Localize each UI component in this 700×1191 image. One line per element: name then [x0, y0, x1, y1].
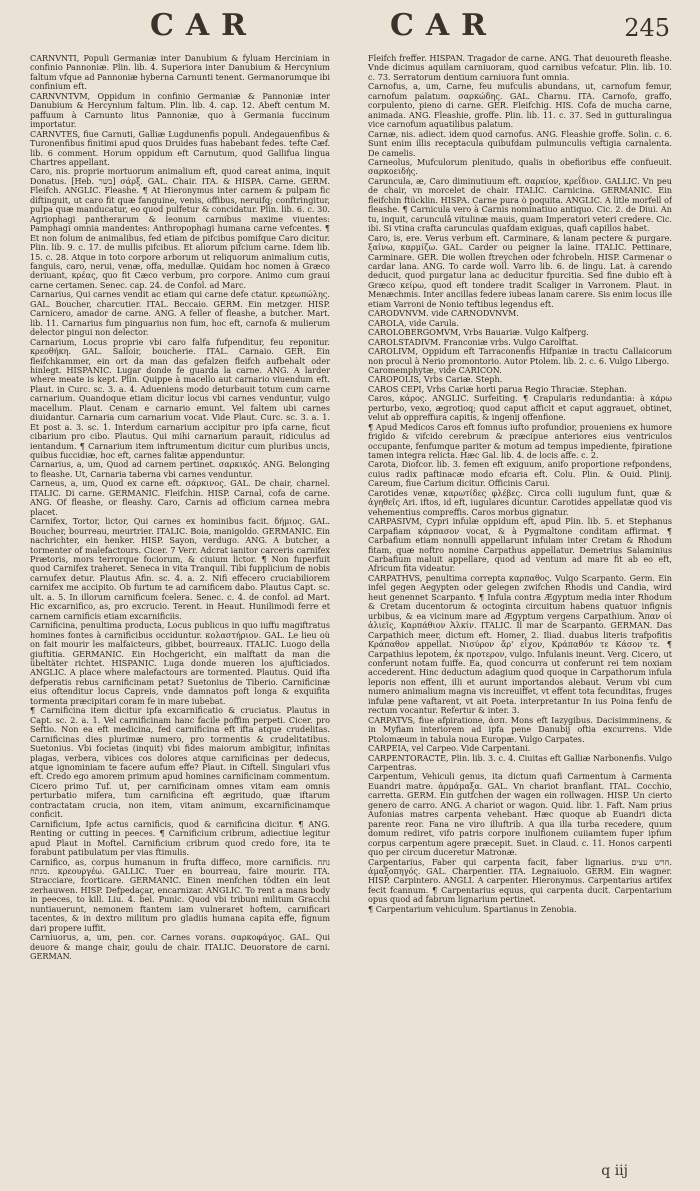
dictionary-entry: Carota, Diofcor. lib. 3. femen eft exiguum, anifo proportione refpondens, cuius radix paftinacæ modo efcaria eft. Colu. Plin. & Ouid. Plinij. Careum, fiue Carium dicitur. Officinis Carui. — [368, 459, 672, 489]
dictionary-entry: CARPATHVS, penultima correpta καρπαθος. Vulgo Scarpanto. Germ. Ein infel gegen Aegypten oder gelegen zwifchen Rhodis und Candia, wird heut genennet Scarpanto. ¶ Infula contra Ægyptum media inter Rhodum & Cretam ducentorum & octoginta circuitum habens quatuor infignis urbibus, & ea vicinum mare ad Ægyptum vergens Carpathium. Ἄπαν οἱ ἀλιεῖς, Καρπάθιον Ἀλκίν. ITALIC. Il mar de Scarpanto. GERMAN. Das Carpathich meer, dictum eft. Homer. 2. Iliad. duabus literis trafpofitis Κράπαθον appellat. Νισύρον ἄρ' εἶχον, Κράπαθόν τε Κάσον τε. ¶ Carpathius lepotem, ἐκ προτερον, vulgo. Infulanis ineunt. Verg. Cicero, ut conferunt notam fuiffe. Ea, quod concurra ut conferunt rei tem noxiam accederent. Hinc deductum adagium quod quoque in Carpathorum infula leporis non effent, illi et aurunt importandos alebaut. Verum vbi cum numero animalium magna vis increuiffet, vt effent tota fecunditas, fruges infulæ pene vaftarent, vt ait Poeta. interpretantur In ius Poina fenfu de rectum vocantur. Refertur & inter. 3. — [368, 572, 672, 716]
dictionary-entry: Carneus, a, um, Quod ex carne eft. σάρκινος. GAL. De chair, charnel. ITALIC. Di carne. GERMANIC. Fleifchin. HISP. Carnal, cofa de carne. ANG. Of fleashe, or fleashy. Caro, Carnis ad officium carnea mebra placet. — [30, 478, 330, 517]
dictionary-entry: Caro, nis. proprie mortuorum animalium eft, quod careat anima, inquit Donatus. [Heb. בשר] σάρξ. GAL. Chair. ITA. & HISPA. Carne. GERM. Fleifch. ANGLIC. Fleashe. ¶ At Hieronymus inter carnem & pulpam fic diftinguit, ut caro fit quæ fanguine, venis, offibus, neruifq; conftringitur, pulpa quæ manducatur, eo quod pulfetur & concidatur. Plin. lib. 6. c. 30. Agriophagi pantherarum & leonum carnibus maxime viuentes: Pamphagi omnia mandentes: Anthropophagi humana carne vefcentes. ¶ Et non folum de animalibus, fed etiam de pifcibus pomifque Caro dicitur. Plin. lib. 9. c. 17. de mullis pifcibus. Et aliorum pifcium carne. Idem lib. 15. c. 28. Atque in toto corpore arborum ut reliquorum animalium cutis, fanguis, caro, nerui, venæ, offa, medullæ. Quidam hoc nomen à Græco deriuant, κρέας, quo fit Cæco verbum, pro corpore. Animo cum graui carne certamen. Senec. cap. 24. de Confol. ad Marc. — [30, 166, 330, 290]
dictionary-entry: Caros, κάρος. ANGLIC. Surfeiting. ¶ Crapularis redundantia: à κάρω perturbo, vexo, ægrotioq; quod caput afficit et caput aggrauet, obtinet, velut ab oppreffura capitis, & ingenij offenfione. — [368, 393, 672, 423]
dictionary-entry: CARPENTORACTE, Plin. lib. 3. c. 4. Ciuitas eft Galliæ Narbonenfis. Vulgo Carpentras. — [368, 752, 672, 772]
dictionary-entry: CARPASIVM, Cypri infulæ oppidum eft, apud Plin. lib. 5. et Stephanus Carpafiam κάρπασον vocat, & à Pygmaltone conditam affirmat. ¶ Carbafium etiam nonnulli appellarunt infulam inter Cretam & Rhodum fitam, quæ noftro nomine Carpathus appellatur. Demetrius Salaminius Carbafium maluit appellare, quod ad ventum ad mare fit ab eo eft, Africum fita videatur. — [368, 516, 672, 574]
running-head-right: CAR — [390, 8, 499, 43]
dictionary-entry: ¶ Apud Medicos Caros eft fomnus iufto profundior, proueniens ex humore frigido & vifcido cerebrum & præcipue anteriores eius ventriculos occupante, fenfumque pariter & motum ad tempus impediente, fpiratione tamen integra relicta. Hæc Gal. lib. 4. de locis affe. c. 2. — [368, 421, 672, 461]
dictionary-entry: ¶ Carnificina item dicitur ipfa excarnificatio & cruciatus. Plautus in Capt. sc. 2. a. 1. Vel carnificinam hanc facile poffim perpeti. Cicer. pro Seftio. Non ea eft medicina, fed carnificina eft ifta atque crudelitas. Carnificinas dies plurimæ numero, pro tormentis & crudelitatibus. Suetonius. Vbi focietas (inquit) vbi fides maiorum ambigitur, infinitas plagas, verbera, vibices cos dolores atque carnificinas per dedecus, atque ignominiam te facere aufum effe? Plaut. in Ciftell. Singulari vfus eft. Credo ego amorem primum apud homines carnificinam commentum. Cicero primo Tuf. ut, per carnificinam omnes vitam eam omnis perturbatio mifera, tum carnificina eft ægritudo, quæ iftarum contractatam crucia, non item, vitam animum, excarnificinamque conficit. — [30, 705, 330, 820]
dictionary-entry: Carnificina, penultima producta, Locus publicus in quo iuffu magiftratus homines fontes à carnificibus occiduntur. κολαστήριον. GAL. Le lieu où on fait mourir les malfaicteurs, gibbet, bourreaux. ITALIC. Luogo della giuftitia. GERMANIC. Ein Hochgericht, ein malftatt da man die übeltäter richtet. HISPANIC. Luga donde mueren los ajufticiados. ANGLIC. A place where malefactours are tormented. Plautus. Quid ifta defperatis rebus carnificinam petat? Suetonius de Tiberio. Carnificinæ eius oftenditur locus Capreis, vnde damnatos poft longa & exquifita tormenta præcipitari coram fe in mare iubebat. — [30, 620, 330, 706]
dictionary-entry: CARNVNTI, Populi Germaniæ inter Danubium & fyluam Herciniam in confinio Pannoniæ. Plin. lib. 4. Superiora inter Danubium & Hercynium faltum vfque ad Pannoniæ hyberna Carnunti tenent. Germanorumque ibi confinium eft. — [30, 54, 330, 92]
dictionary-entry: Carpentarius, Faber qui carpenta facit, faber lignarius. חרש עצים. ἁμαξοπηγός. GAL. Charpentier. ITA. Legnaiuolo. GERM. Ein wagner. HISP. Carpintero. ANGLI. A carpenter. Hieronymus. Carpentarius artifex fecit fcannum. ¶ Carpentarius equus, qui carpenta ducit. Carpentarium opus quod ad fabrum lignarium pertinet. — [368, 856, 672, 905]
right-column — [368, 54, 672, 1169]
dictionary-entry: CARPATVS, fiue afpiratione, ἀσπ. Mons eft Iazygibus. Dacisimminens, & in Myfiam interiorem ad ipfa pene Danubij oftia excurrens. Vide Ptolomæum in tabula noua Europæ. Vulgo Carpates. — [368, 714, 672, 744]
dictionary-entry: Carnofus, a, um, Carne, feu mufculis abundans, ut, carnofum femur, carnofum palatum. σαρκώδης. GAL. Charnu. ITA. Carnofo, graffo, corpulento, pieno di carne. GER. Fleifchig. HIS. Cofa de mucha carne, animada. ANG. Fleashie, groffe. Plin. lib. 11. c. 37. Sed in gutturalingua vice carnofum aquatilibus palatum. — [368, 81, 672, 130]
running-head-left: CAR — [150, 8, 259, 43]
dictionary-entry: CAROLSTADIVM. Franconiæ vrbs. Vulgo Carolftat. — [368, 336, 579, 347]
dictionary-entry: CAROLOBERGOMVM, Vrbs Bauariæ. Vulgo Kalfperg. — [368, 327, 589, 338]
dictionary-entry: Carnarius, Qui carnes vendit ac etiam qui carne defe ctatur. κρεωπώλης. GAL. Boucher, charcutier. ITAL. Beccaio. GERM. Ein metzger. HISP. Carnicero, amador de carne. ANG. A feller of fleashe, a butcher. Mart. lib. 11. Carnarius fum pinguarius non fum, hoc eft, carnofa & mulierum delector pingui non delector. — [30, 289, 330, 338]
dictionary-entry: CAROPOLIS, Vrbs Cariæ. Steph. — [368, 374, 503, 385]
dictionary-entry: Caruncula, æ, Caro diminutiuum eft. σαρκίον, κρεΐδιον. GALLIC. Vn peu de chair, vn morcelet de chair. ITALIC. Carnicina. GERMANIC. Ein fleifchin ftücklin. HISPA. Carne pura ò poquita. ANGLIC. A litle morfell of fleashe. ¶ Carnicula vero à Carnis nominatiuo antiquo. Cic. 2. de Diui. An tu, inquit, carunculâ vitulinæ mauis, quam Imperatori veteri credere. Cic. ibi. Si vtina crafta carunculas quafdam exiguas, quafi capillos habet. — [368, 175, 672, 234]
dictionary-entry: Caromemphytæ, vide CARICON. — [368, 364, 502, 375]
dictionary-entry: Carniuorus, a, um, pen. cor. Carnes vorans. σαρκοφάγος. GAL. Qui deuore & mange chair, goulu de chair. ITALIC. Deuoratore de carni. GERMAN. — [30, 932, 330, 962]
dictionary-entry: Carnarius, a, um, Quod ad carnem pertinet. σαρκικός. ANG. Belonging to fleashe. Ut, Carnaria taberna vbi carnes venduntur. — [30, 459, 330, 479]
left-column — [30, 54, 330, 1169]
dictionary-entry: CAROLIVM, Oppidum eft Tarraconenfis Hifpaniæ in tractu Callaicorum non procul à Nerio promontorio. Autor Ptolem. lib. 2. c. 6. Vulgo Libergo. — [368, 346, 672, 366]
dictionary-entry: ¶ Carpentarium vehiculum. Spartianus in Zenobia. — [368, 903, 577, 914]
dictionary-entry: CARNVNTVM, Oppidum in confinio Germaniæ & Pannoniæ inter Danubium & Hercynium faltum. Plin. lib. 4. cap. 12. Abeft centum M. paffuum à Carnunto litus Pannoniæ, quo à Germania fuccinum importatur. — [30, 90, 330, 130]
dictionary-entry: CARODVNVM. vide CARNODVNVM. — [368, 308, 519, 319]
dictionary-entry: CARPEIA, vel Carpeo. Vide Carpentani. — [368, 743, 531, 754]
dictionary-entry: Carpentum, Vehiculi genus, ita dictum quafi Carmentum à Carmenta Euandri matre. ἁρμάμαξα. GAL. Vn chariot branflant. ITAL. Cocchio, carretta. GERM. Ein gutfchen der wagen ein rollwagen. HISP. Un cierto genero de carro. ANG. A chariot or wagon. Quid. libr. 1. Faft. Nam prius Aufonias matres carpenta vehebant. Hæc quoque ab Euandri dicta parente reor. Fana ne viro illuftrib. A qua illa turba recedere, quum domum rediret, vifo patris corpore inulfionem cuiiamtem fuper ipfum corpus carpentum agere præcepit. Suet. in Claud. c. 11. Honos carpenti quo per circum duceretur Matronæ. — [368, 771, 672, 858]
signature-mark: q iij — [601, 1163, 628, 1179]
dictionary-entry: CARNVTES, fiue Carnuti, Galliæ Lugdunenfis populi. Andegauenfibus & Turonenfibus finitimi apud quos Druides fuas habebant fedes. tefte Cæf. lib. 6 comment. Horum oppidum eft Carnutum, quod Gallifua lingua Chartres appellant. — [30, 128, 330, 167]
dictionary-entry: Fleifch freffer. HISPAN. Tragador de carne. ANG. That deuoureth fleashe. Vnde dicimus aquilam carniuoram, quod carnibus vefcatur. Plin. lib. 10. c. 73. Serratorum dentium carniuora funt omnia. — [368, 54, 672, 82]
dictionary-entry: Carnifico, as, corpus humanum in frufta diffeco, more carnificis. נתח מנתח. κρεουργέω. GALLIC. Tuer en bourreau, faire mourir. ITA. Stracciare, fcorticare. GERMANIC. Einen menfchen tödten ein leut zerhauwen. HISP. Defpedaçar, encarnizar. ANGLIC. To rent a mans body in peeces, to kill. Liu. 4. bel. Punic. Quod vbi tribuni militum Gracchi nuntiauerunt, nemonem ftantem iam vulneraret hoftem, carnificari tacentes, & in dextro militum pro gladiis humana capita effe, fignum dari propere iuffit. — [30, 856, 330, 933]
dictionary-entry: CAROS CEPI, Vrbs Cariæ horti parua Regio Thraciæ. Stephan. — [368, 383, 627, 394]
dictionary-entry: Carotides venæ, καρωτίδες φλέβες. Circa colli iugulum funt, quæ & ἀγηθεῖς Ari. iftos, id eft, iugulares dicuntur. Carotides appellatæ quod vis vehementius compreffis. Caros morbus gignatur. — [368, 487, 672, 517]
dictionary-entry: Carnificium, Ipfe actus carnificis, quod & carnificina dicitur. ¶ ANG. Renting or cutting in peeces. ¶ Carnificium cribrum, adiectiue legitur apud Plaut in Moftel. Carnificium cribrum quod credo fore, ita te forabunt patibulatum per vias ftimulis. — [30, 818, 330, 858]
dictionary-entry: Carneolus, Mufculorum plenitudo, qualis in obefioribus effe confueuit. σαρκοειδής. — [368, 156, 672, 177]
dictionary-entry: CAROLA, vide Carula. — [368, 317, 459, 328]
dictionary-entry: Carnifex, Tortor, lictor, Qui carnes ex hominibus facit. δήμιος. GAL. Boucher, bourreau, meurtrier. ITALIC. Boia, manigoldo. GERMANIC. Ein nachrichter, ein henker. HISP. Sayon, verdugo. ANG. A butcher, a tormenter of malefactours. Cicer. 7 Verr. Adcrat ianitor carceris carnifex Prætoris, mors terrorque fociorum, & ciuium lictor. ¶ Non fuperfuit quod Carnifex traheret. Seneca in vita Tranquil. Tibi fupplicium de nobis carnufex detur. Plautus Afin. sc. 4. a. 2. Nifi effecero cruciabiliorem carnifex me accipito. Ob furtum te ad carnificem dabo. Plautus Capt. sc. ult. a. 5. In illorum carnificum fcelera. Senec. c. 4. de confol. ad Mart. Hic excarnifico, as, pro excrucio. Terent. in Heaut. Hunilimodi ferre et carnem carnificis etiam excarnificiis. — [30, 516, 330, 621]
dictionary-entry: Caro, is, ere. Verus verbum eft. Carminare, & lanam pectere & purgare. ξαίνω, καρμίζω. GAL. Carder ou peigner la laine. ITALIC. Pettinare, Carminare. GER. Die wollen ftreychen oder fchrobeln. HISP. Carmenar o cardar lana. ANG. To carde woll. Varro lib. 6. de lingu. Lat. à carendo deducit, quod purgatur lana ac deducitur fpurcitia. Sed fine dubio eft à Græco κείρω, quod eft tondere tradit Scaliger in Varronem. Plaut. in Menæchmis. Inter ancillas federe iubeas lanam carere. Sis enim locus ille etiam Varroni de Nonio teftibus legendus eft. — [368, 232, 672, 309]
dictionary-entry: Carnarium, Locus proprie vbi caro falfa fufpenditur, feu reponitur. κρεοθήκη. GAL. Salloir, boucherie. ITAL. Carnaio. GER. Ein fleifchkammer, ein ort da man das gefalzen fleifch aufbehalt oder hinlegt. HISPANIC. Lugar donde fe guarda la carne. ANG. A larder where meate is kept. Plin. Quippe à macello aut carnario viuendum eft. Plaut. in Curc. sc. 3. a. 4. Adueniens modo deturbauit totum cum carne carnarium. Quandoque etiam dicitur locus vbi carnes venduntur, vulgo macellum. Plaut. Cenam e carnario emunt. Vel faltem ubi carnes diuidantur. Carnaria cum carnarium vocat. Vide Plaut. Curc. sc. 3. a. 1. Et post a. 3. sc. 1. Interdum carnarium accipitur pro ipfa carne, ficut cibarium pro cibo. Plautus. Qui mihi carnarium parauit, ridiculus ad ientandum. ¶ Carnarium item inftrumentum dicitur cum pluribus uncis, quibus fuccidiæ, hoc eft, carnes falitæ appenduntur. — [30, 336, 330, 461]
page-number: 245 — [624, 14, 670, 42]
dictionary-entry: Carnæ, nis. adiect. idem quod carnofus. ANG. Fleashie groffe. Solin. c. 6. Sunt enim illis receptacula quibufdam pulmunculis veftigia carnalenta. De camelis. — [368, 128, 672, 158]
